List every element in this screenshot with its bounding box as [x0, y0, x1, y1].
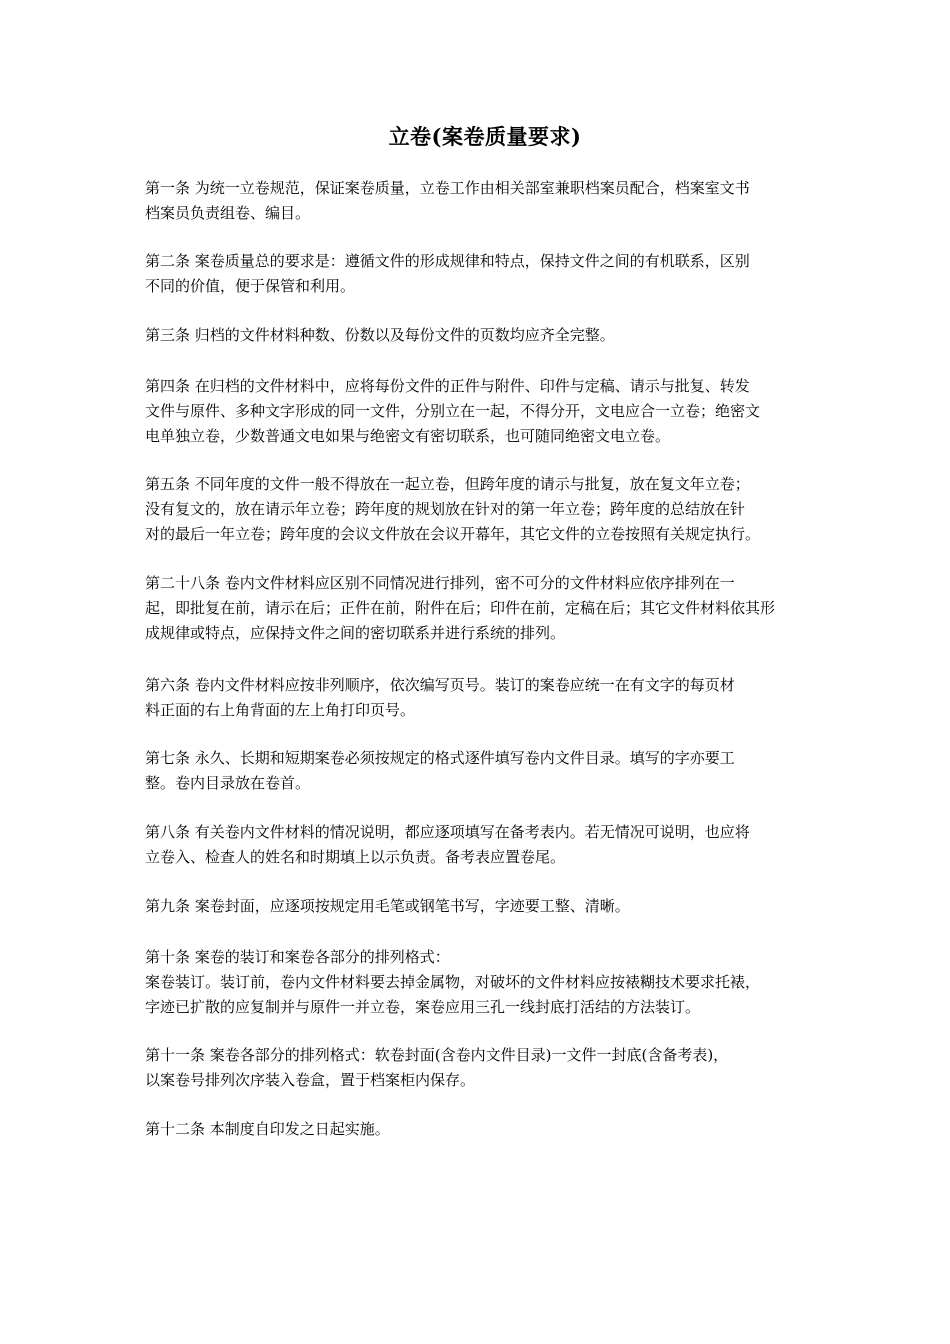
article-4	[145, 374, 825, 449]
article-5	[145, 472, 825, 547]
article-11	[145, 1043, 825, 1093]
article-5-line-1: 第五条 不同年度的文件一般不得放在一起立卷，但跨年度的请示与批复，放在复文年立卷；	[145, 475, 750, 493]
article-8	[145, 820, 825, 870]
article-4-line-1: 第四条 在归档的文件材料中，应将每份文件的正件与附件、印件与定稿、请示与批复、转发	[145, 377, 750, 395]
article-1-line-2: 档案员负责组卷、编目。	[145, 204, 311, 222]
article-6-line-1: 第六条 卷内文件材料应按非列顺序，依次编写页号。装订的案卷应统一在有文字的每页材	[145, 676, 735, 694]
article-28-line-3: 成规律或特点，应保持文件之间的密切联系并进行系统的排列。	[145, 624, 566, 642]
article-28-line-1: 第二十八条 卷内文件材料应区别不同情况进行排列，密不可分的文件材料应依序排列在一	[145, 574, 735, 592]
article-1	[145, 176, 825, 226]
article-3	[145, 323, 825, 348]
article-10-line-1: 第十条 案卷的装订和案卷各部分的排列格式：	[145, 948, 450, 966]
article-2-line-2: 不同的价值，便于保管和利用。	[145, 277, 356, 295]
article-7	[145, 746, 825, 796]
article-6-line-2: 料正面的右上角背面的左上角打印页号。	[145, 701, 416, 719]
article-10	[145, 945, 825, 1020]
article-11-line-2: 以案卷号排列次序装入卷盒，置于档案柜内保存。	[145, 1071, 476, 1089]
article-9-line-1: 第九条 案卷封面，应逐项按规定用毛笔或钢笔书写，字迹要工整、清晰。	[145, 897, 630, 915]
article-8-line-2: 立卷入、检查人的姓名和时期填上以示负责。备考表应置卷尾。	[145, 848, 566, 866]
article-7-line-2: 整。卷内目录放在卷首。	[145, 774, 311, 792]
article-4-line-2: 文件与原件、多种文字形成的同一文件，分别立在一起，不得分开，文电应合一立卷；绝密文	[145, 402, 761, 420]
article-28-line-2: 起，即批复在前，请示在后；正件在前，附件在后；印件在前，定稿在后；其它文件材料依其形	[145, 599, 776, 617]
article-10-line-3: 字迹已扩散的应复制并与原件一并立卷，案卷应用三孔一线封底打活结的方法装订。	[145, 998, 701, 1016]
article-11-line-1: 第十一条 案卷各部分的排列格式：软卷封面(含卷内文件目录)一文件一封底(含备考表)，	[145, 1046, 729, 1064]
article-6	[145, 673, 825, 723]
article-12	[145, 1117, 825, 1142]
document-title: 立卷(案卷质量要求)	[388, 124, 582, 149]
article-2-line-1: 第二条 案卷质量总的要求是：遵循文件的形成规律和特点，保持文件之间的有机联系，区别	[145, 252, 750, 270]
article-5-line-3: 对的最后一年立卷；跨年度的会议文件放在会议开幕年，其它文件的立卷按照有关规定执行。	[145, 525, 761, 543]
article-3-line-1: 第三条 归档的文件材料种数、份数以及每份文件的页数均应齐全完整。	[145, 326, 615, 344]
article-9	[145, 894, 825, 919]
article-28	[145, 571, 825, 646]
article-2	[145, 249, 825, 299]
article-5-line-2: 没有复文的，放在请示年立卷；跨年度的规划放在针对的第一年立卷；跨年度的总结放在针	[145, 500, 746, 518]
article-1-line-1: 第一条 为统一立卷规范，保证案卷质量，立卷工作由相关部室兼职档案员配合，档案室文书	[145, 179, 750, 197]
article-10-line-2: 案卷装订。装订前，卷内文件材料要去掉金属物，对破坏的文件材料应按裱糊技术要求托裱，	[145, 973, 761, 991]
article-4-line-3: 电单独立卷，少数普通文电如果与绝密文有密切联系，也可随同绝密文电立卷。	[145, 427, 671, 445]
article-8-line-1: 第八条 有关卷内文件材料的情况说明，都应逐项填写在备考表内。若无情况可说明，也应将	[145, 823, 750, 841]
article-12-line-1: 第十二条 本制度自印发之日起实施。	[145, 1120, 390, 1138]
article-7-line-1: 第七条 永久、长期和短期案卷必须按规定的格式逐件填写卷内文件目录。填写的字亦要工	[145, 749, 735, 767]
